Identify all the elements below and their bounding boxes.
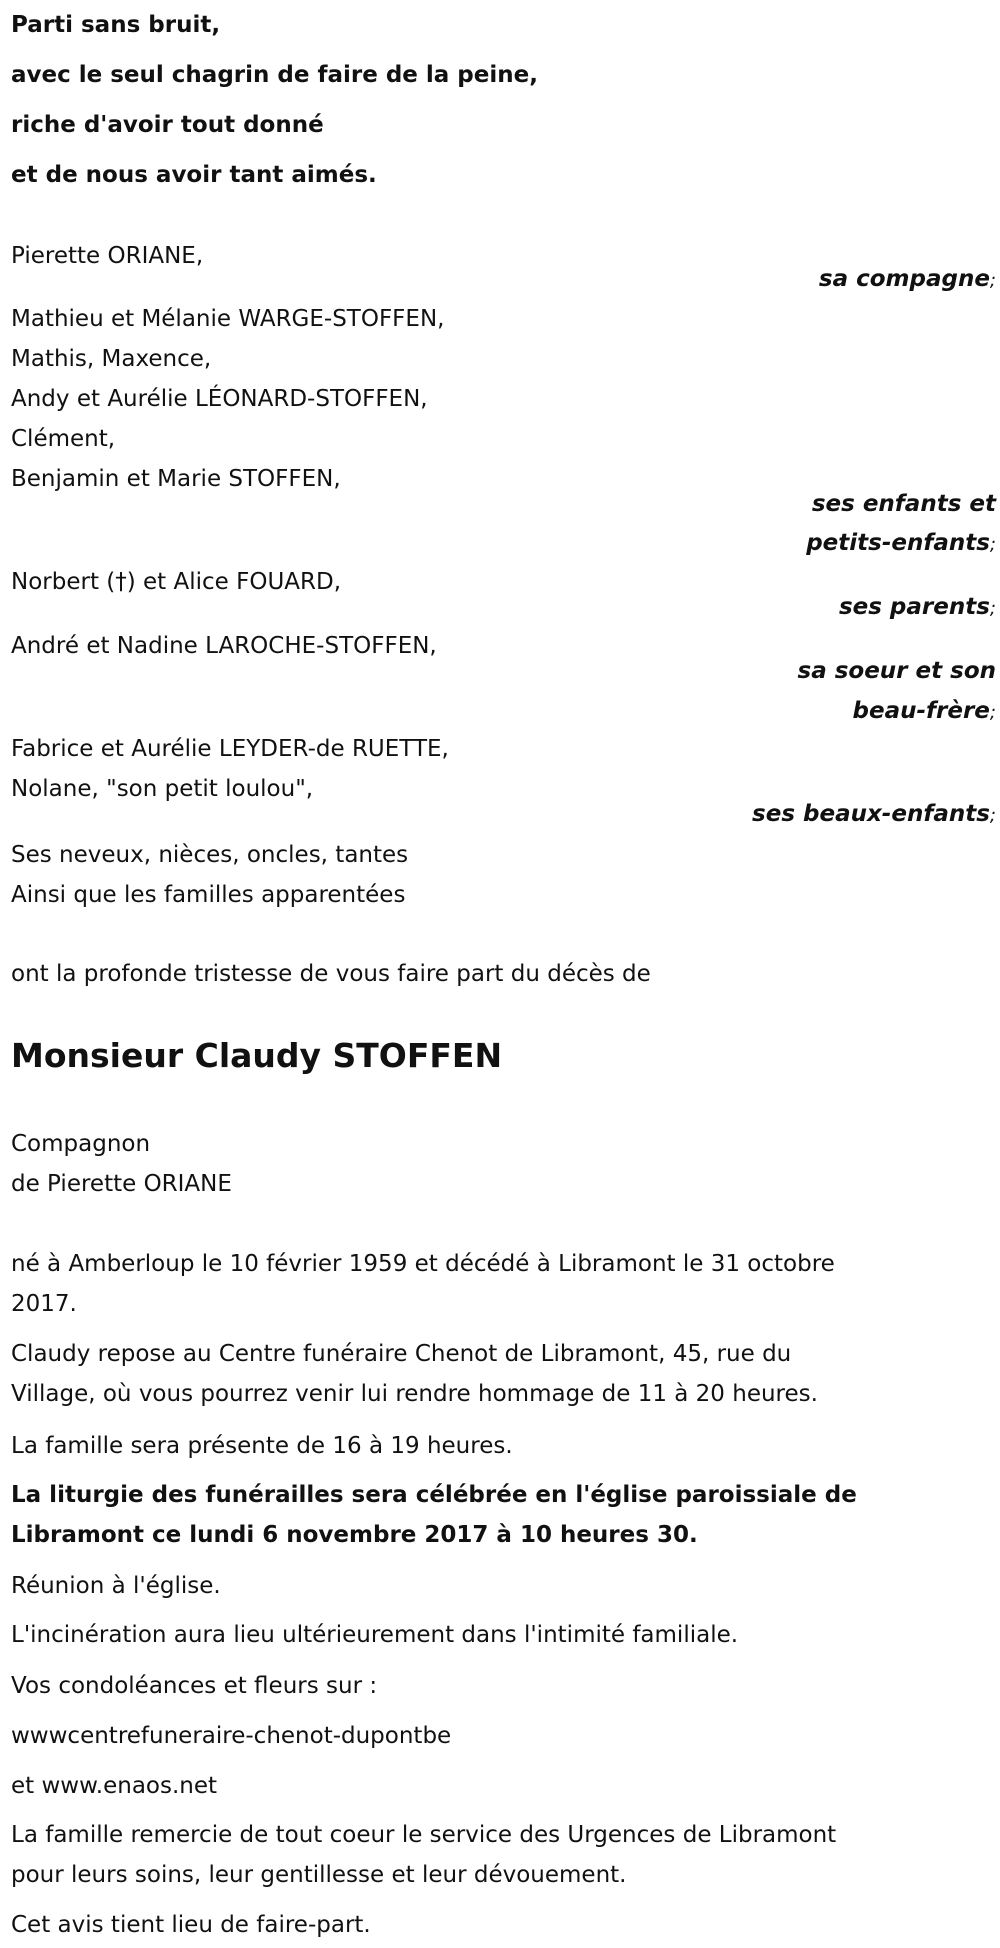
- children-role: [806, 528, 996, 560]
- parents-name: Norbert (†) et Alice FOUARD,: [11, 569, 342, 595]
- liturgy-info: Libramont ce lundi 6 novembre 2017 à 10 heures 30.: [11, 1522, 698, 1548]
- other-relatives: Ainsi que les familles apparentées: [11, 882, 406, 908]
- role-text: ses parents: [838, 594, 990, 620]
- role-text: ses beaux-enfants: [752, 801, 990, 827]
- relation-line: de Pierette ORIANE: [11, 1171, 232, 1197]
- semicolon: ;: [989, 534, 996, 555]
- poem-line: et de nous avoir tant aimés.: [11, 162, 377, 188]
- relation-line: Compagnon: [11, 1131, 151, 1157]
- role-text: beau-frère: [852, 698, 990, 724]
- birth-death-info: né à Amberloup le 10 février 1959 et décédé à Libramont le 31 octobre: [11, 1251, 835, 1277]
- poem-line: riche d'avoir tout donné: [11, 112, 324, 138]
- semicolon: ;: [989, 805, 996, 826]
- thanks-text: La famille remercie de tout coeur le service des Urgences de Libramont: [11, 1822, 837, 1848]
- parents-role: [839, 592, 996, 624]
- child-name: Benjamin et Marie STOFFEN,: [11, 466, 341, 492]
- other-relatives: Ses neveux, nièces, oncles, tantes: [11, 842, 409, 868]
- birth-death-info: 2017.: [11, 1291, 77, 1317]
- family-presence: La famille sera présente de 16 à 19 heures.: [11, 1433, 513, 1459]
- closing-text: Cet avis tient lieu de faire-part.: [11, 1912, 371, 1938]
- poem-line: avec le seul chagrin de faire de la peine,: [11, 62, 538, 88]
- announcement-text: ont la profonde tristesse de vous faire part du décès de: [11, 961, 651, 987]
- funeral-home-website: wwwcentrefuneraire-chenot-dupontbe: [11, 1723, 452, 1749]
- role-text: petits-enfants: [806, 530, 990, 556]
- semicolon: ;: [989, 270, 996, 291]
- enaos-website: et www.enaos.net: [11, 1773, 218, 1799]
- repose-info: Village, où vous pourrez venir lui rendre hommage de 11 à 20 heures.: [11, 1381, 818, 1407]
- sister-role: [853, 696, 996, 728]
- sister-name: André et Nadine LAROCHE-STOFFEN,: [11, 633, 437, 659]
- role-text: sa compagne: [818, 266, 990, 292]
- companion-role: [819, 264, 996, 296]
- poem-line: Parti sans bruit,: [11, 12, 221, 38]
- child-name: Andy et Aurélie LÉONARD-STOFFEN,: [11, 386, 428, 412]
- condolences-info: Vos condoléances et fleurs sur :: [11, 1673, 378, 1699]
- stepchild-name: Nolane, "son petit loulou",: [11, 776, 314, 802]
- repose-info: Claudy repose au Centre funéraire Chenot de Libramont, 45, rue du: [11, 1341, 792, 1367]
- child-name: Clément,: [11, 426, 116, 452]
- thanks-text: pour leurs soins, leur gentillesse et leur dévouement.: [11, 1862, 627, 1888]
- stepchildren-role: [752, 799, 996, 831]
- stepchild-name: Fabrice et Aurélie LEYDER-de RUETTE,: [11, 736, 449, 762]
- sister-role: sa soeur et son: [797, 658, 996, 684]
- deceased-name: Monsieur Claudy STOFFEN: [11, 1036, 503, 1075]
- children-role: ses enfants et: [811, 491, 996, 517]
- semicolon: ;: [989, 598, 996, 619]
- companion-name: Pierette ORIANE,: [11, 243, 204, 269]
- semicolon: ;: [989, 702, 996, 723]
- meeting-info: Réunion à l'église.: [11, 1573, 221, 1599]
- child-name: Mathis, Maxence,: [11, 346, 212, 372]
- liturgy-info: La liturgie des funérailles sera célébrée en l'église paroissiale de: [11, 1482, 857, 1508]
- cremation-info: L'incinération aura lieu ultérieurement dans l'intimité familiale.: [11, 1622, 739, 1648]
- child-name: Mathieu et Mélanie WARGE-STOFFEN,: [11, 306, 445, 332]
